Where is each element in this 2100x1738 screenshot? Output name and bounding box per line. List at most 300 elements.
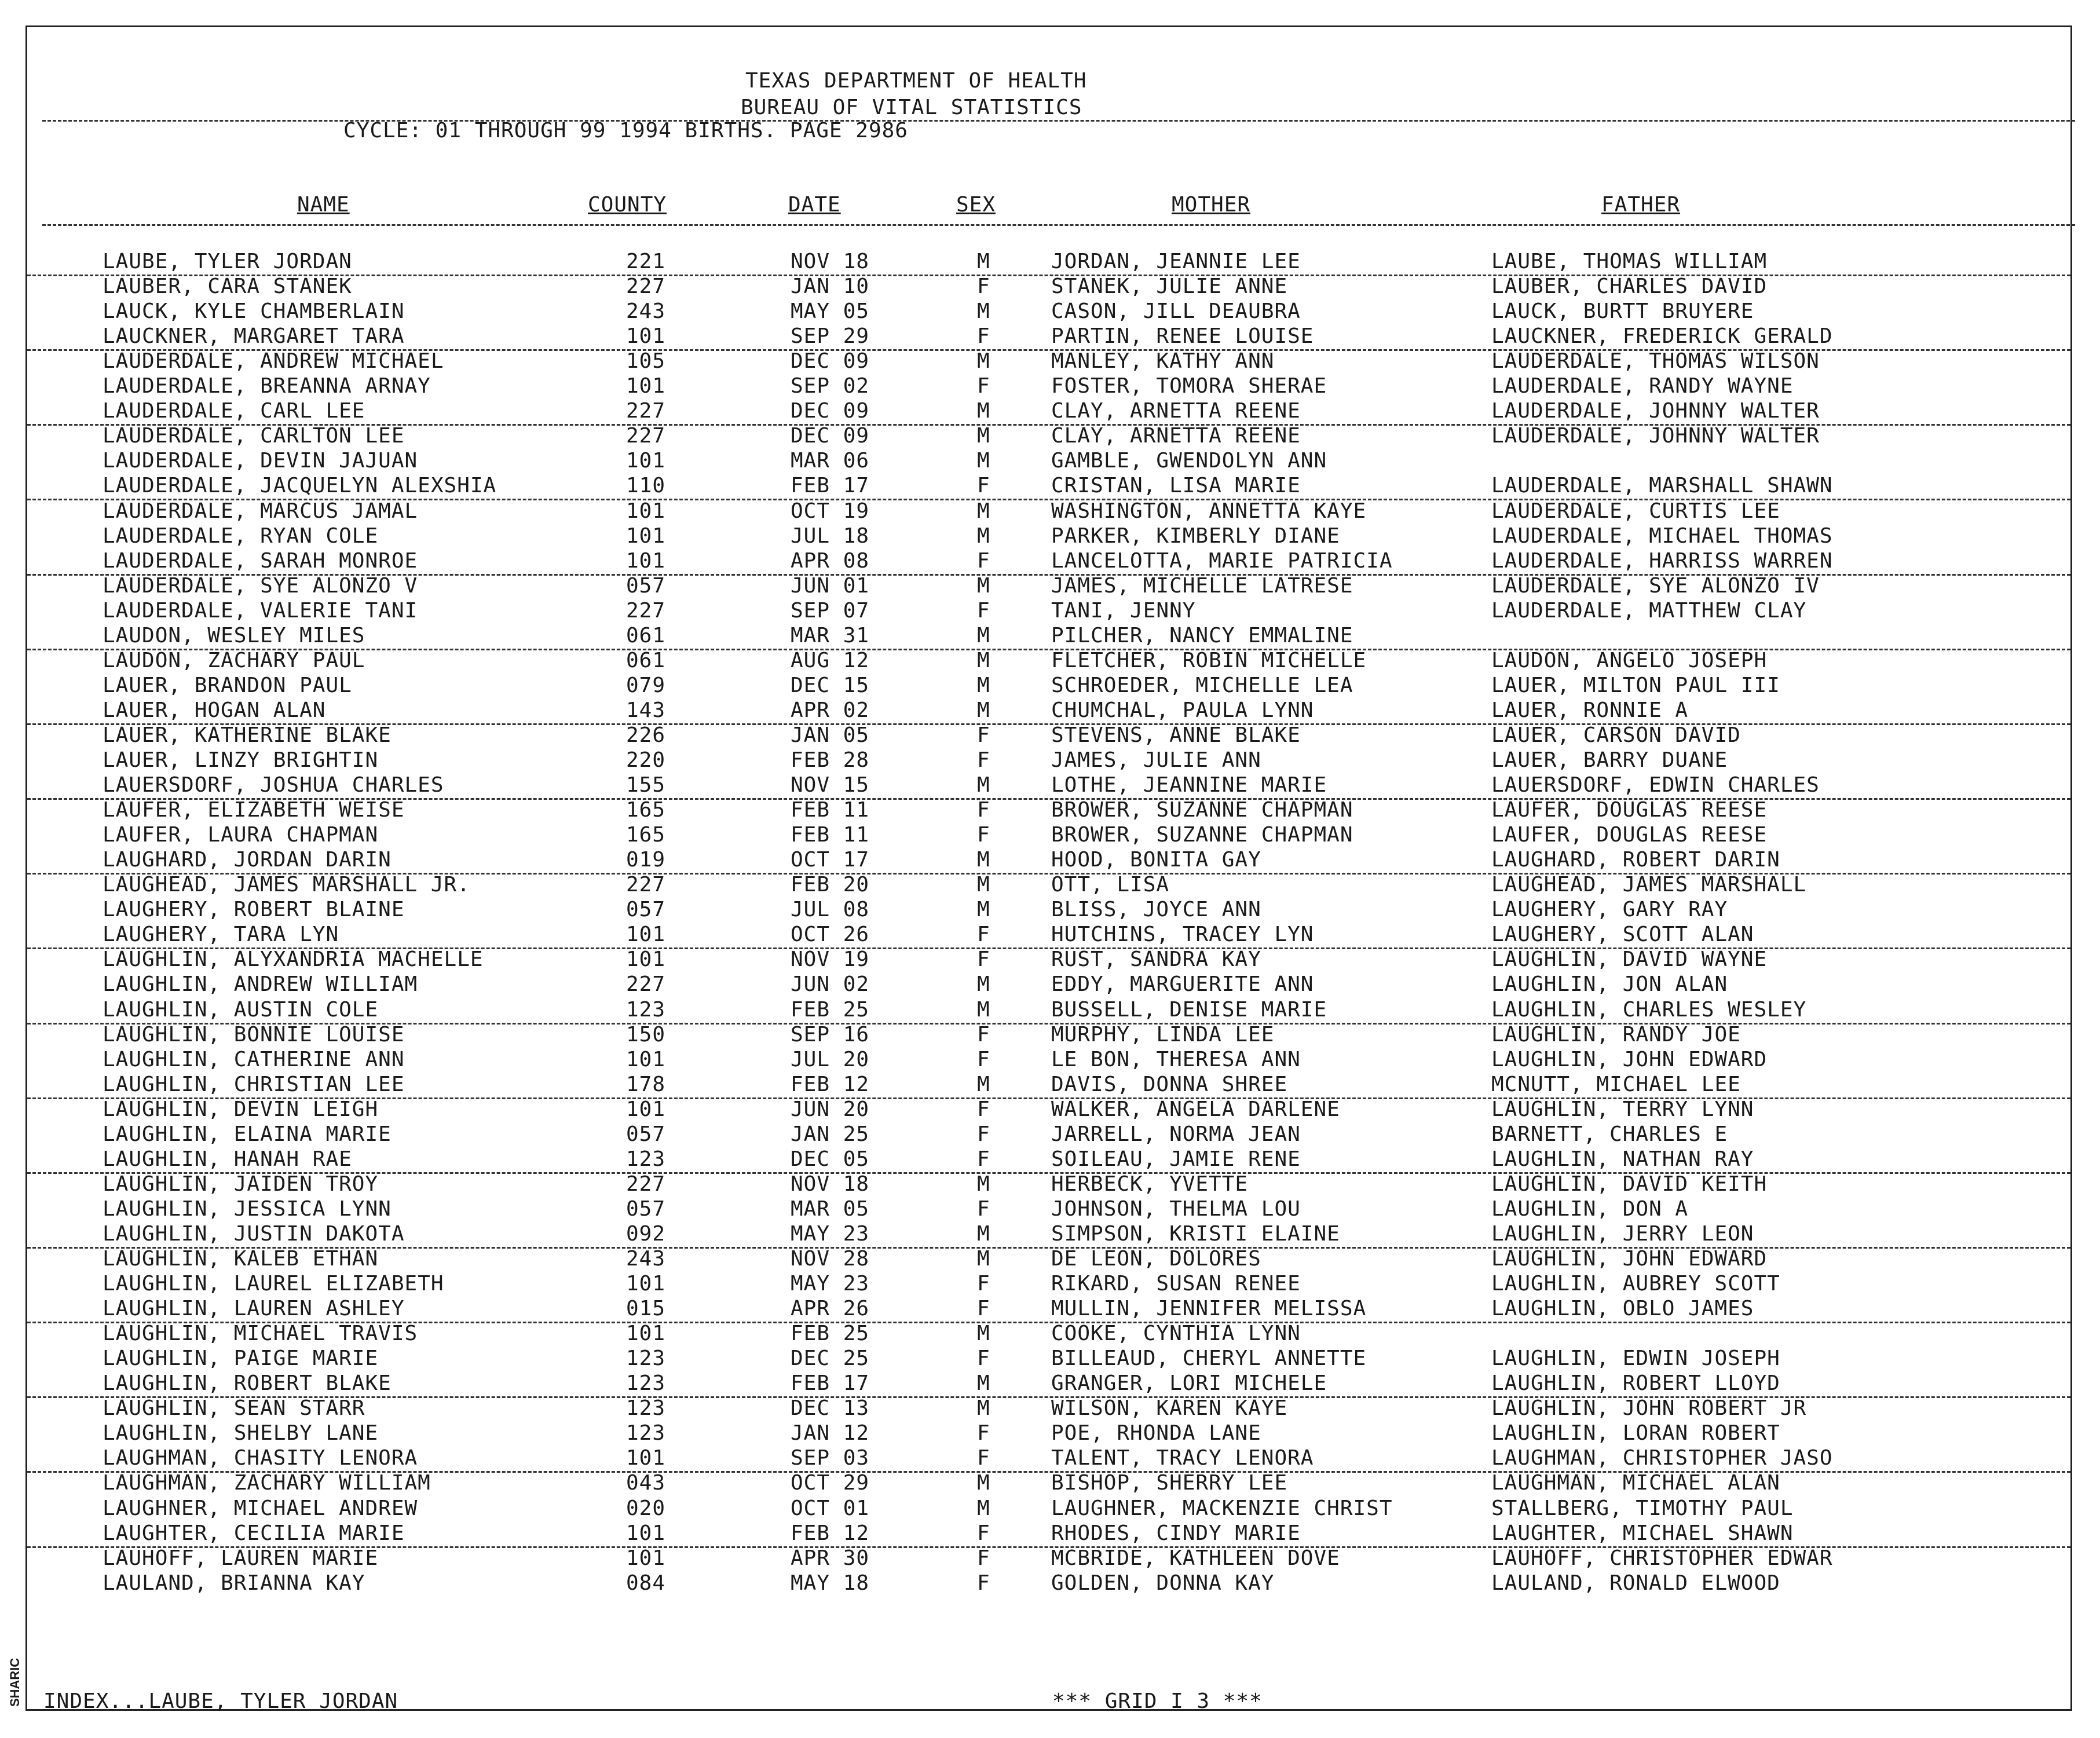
record-row — [27, 549, 2070, 576]
record-sex: F — [977, 1147, 990, 1171]
record-row — [27, 424, 2070, 449]
record-row — [27, 1421, 2070, 1446]
col-header-name: NAME — [297, 193, 350, 217]
record-father: LAUDON, ANGELO JOSEPH — [1491, 648, 1768, 672]
record-father: LAUGHLIN, DON A — [1491, 1197, 1689, 1221]
record-county: 123 — [626, 1371, 666, 1396]
record-row — [27, 1546, 2070, 1571]
record-date: APR 08 — [791, 548, 870, 573]
record-county: 019 — [626, 848, 666, 872]
footer-index: INDEX...LAUBE, TYLER JORDAN — [43, 1689, 398, 1713]
record-name: LAUER, HOGAN ALAN — [103, 698, 326, 722]
record-county: 110 — [626, 474, 666, 498]
record-row — [27, 1247, 2070, 1272]
record-mother: RUST, SANDRA KAY — [1051, 947, 1261, 972]
record-date: MAR 05 — [791, 1197, 870, 1221]
record-mother: TALENT, TRACY LENORA — [1051, 1446, 1314, 1470]
record-name: LAUGHLIN, ROBERT BLAKE — [103, 1371, 392, 1396]
record-sex: F — [977, 324, 990, 349]
record-sex: F — [977, 1421, 990, 1446]
record-name: LAUER, BRANDON PAUL — [103, 673, 352, 697]
record-sex: M — [977, 773, 990, 797]
record-name: LAUBE, TYLER JORDAN — [103, 250, 352, 273]
record-name: LAUGHLIN, CHRISTIAN LEE — [103, 1072, 405, 1096]
record-mother: RHODES, CINDY MARIE — [1051, 1521, 1301, 1545]
record-date: DEC 15 — [791, 673, 870, 697]
record-date: DEC 13 — [791, 1396, 870, 1421]
record-name: LAUGHLIN, CATHERINE ANN — [103, 1047, 405, 1071]
record-name: LAUGHARD, JORDAN DARIN — [103, 848, 392, 872]
record-mother: MURPHY, LINDA LEE — [1051, 1022, 1275, 1047]
record-county: 061 — [626, 648, 666, 672]
record-sex: M — [977, 848, 990, 872]
record-name: LAUDON, WESLEY MILES — [103, 623, 365, 647]
record-mother: BUSSELL, DENISE MARIE — [1051, 997, 1327, 1022]
record-mother: SCHROEDER, MICHELLE LEA — [1051, 673, 1353, 697]
record-sex: F — [977, 723, 990, 747]
record-date: SEP 03 — [791, 1446, 870, 1470]
footer-grid: *** GRID I 3 *** — [1052, 1689, 1263, 1713]
record-county: 015 — [626, 1297, 666, 1321]
record-date: MAY 05 — [791, 299, 870, 324]
record-name: LAUDERDALE, CARL LEE — [103, 399, 365, 423]
record-sex: M — [977, 573, 990, 598]
record-mother: EDDY, MARGUERITE ANN — [1051, 972, 1314, 997]
record-row — [27, 947, 2070, 972]
record-mother: HUTCHINS, TRACEY LYN — [1051, 923, 1314, 947]
record-name: LAUDERDALE, VALERIE TANI — [103, 598, 418, 623]
record-father: LAUGHERY, SCOTT ALAN — [1491, 923, 1754, 947]
record-sex: M — [977, 449, 990, 473]
record-row — [27, 1122, 2070, 1147]
record-father: BARNETT, CHARLES E — [1491, 1122, 1728, 1146]
record-mother: BLISS, JOYCE ANN — [1051, 898, 1261, 922]
record-date: FEB 11 — [791, 823, 870, 847]
record-mother: HERBECK, YVETTE — [1051, 1172, 1249, 1196]
record-father: LAUDERDALE, JOHNNY WALTER — [1491, 424, 1820, 448]
record-name: LAUGHLIN, HANAH RAE — [103, 1147, 352, 1171]
divider-header — [42, 224, 2075, 226]
record-row — [27, 1371, 2070, 1398]
record-county: 123 — [626, 997, 666, 1022]
record-mother: WALKER, ANGELA DARLENE — [1051, 1097, 1340, 1121]
record-mother: RIKARD, SUSAN RENEE — [1051, 1272, 1301, 1296]
record-father: LAUGHLIN, JOHN EDWARD — [1491, 1247, 1768, 1271]
document-frame — [25, 25, 2072, 1711]
record-county: 227 — [626, 1172, 666, 1196]
record-father: LAUGHLIN, EDWIN JOSEPH — [1491, 1347, 1780, 1371]
record-date: DEC 05 — [791, 1147, 870, 1171]
record-sex: F — [977, 823, 990, 847]
record-date: FEB 28 — [791, 748, 870, 772]
record-row — [27, 873, 2070, 898]
record-row — [27, 299, 2070, 324]
record-county: 123 — [626, 1421, 666, 1446]
record-row — [27, 1496, 2070, 1521]
record-mother: LOTHE, JEANNINE MARIE — [1051, 773, 1327, 797]
record-date: FEB 12 — [791, 1521, 870, 1545]
record-sex: F — [977, 1521, 990, 1545]
record-date: FEB 17 — [791, 1371, 870, 1396]
record-date: SEP 29 — [791, 324, 870, 349]
record-county: 165 — [626, 823, 666, 847]
record-name: LAUDERDALE, SARAH MONROE — [103, 548, 418, 573]
record-name: LAUGHLIN, KALEB ETHAN — [103, 1247, 379, 1271]
record-date: JUN 02 — [791, 972, 870, 997]
record-mother: LANCELOTTA, MARIE PATRICIA — [1051, 548, 1393, 573]
record-date: NOV 18 — [791, 1172, 870, 1196]
record-name: LAUDERDALE, CARLTON LEE — [103, 424, 405, 448]
record-name: LAUDERDALE, JACQUELYN ALEXSHIA — [103, 474, 497, 498]
record-name: LAULAND, BRIANNA KAY — [103, 1571, 365, 1595]
record-date: FEB 25 — [791, 1322, 870, 1346]
record-sex: M — [977, 997, 990, 1022]
record-father: LAUGHLIN, JOHN ROBERT JR — [1491, 1396, 1807, 1421]
record-sex: M — [977, 648, 990, 672]
record-date: OCT 17 — [791, 848, 870, 872]
record-name: LAUGHLIN, SHELBY LANE — [103, 1421, 379, 1446]
record-date: APR 30 — [791, 1546, 870, 1570]
record-father: LAUGHLIN, LORAN ROBERT — [1491, 1421, 1780, 1446]
record-mother: STEVENS, ANNE BLAKE — [1051, 723, 1301, 747]
record-mother: JARRELL, NORMA JEAN — [1051, 1122, 1301, 1146]
record-mother: JAMES, JULIE ANN — [1051, 748, 1261, 772]
record-father: LAUGHMAN, CHRISTOPHER JASO — [1491, 1446, 1833, 1470]
record-father: LAUDERDALE, MICHAEL THOMAS — [1491, 524, 1833, 548]
record-name: LAUGHNER, MICHAEL ANDREW — [103, 1496, 418, 1520]
record-father: LAUGHLIN, CHARLES WESLEY — [1491, 997, 1807, 1022]
record-row — [27, 1521, 2070, 1548]
record-date: OCT 01 — [791, 1496, 870, 1520]
record-date: MAY 23 — [791, 1272, 870, 1296]
record-date: SEP 07 — [791, 598, 870, 623]
record-date: NOV 15 — [791, 773, 870, 797]
record-mother: BISHOP, SHERRY LEE — [1051, 1471, 1288, 1495]
record-name: LAUDERDALE, SYE ALONZO V — [103, 573, 418, 598]
record-row — [27, 674, 2070, 698]
record-mother: DAVIS, DONNA SHREE — [1051, 1072, 1288, 1096]
col-header-date: DATE — [788, 193, 841, 217]
record-mother: JAMES, MICHELLE LATRESE — [1051, 573, 1353, 598]
record-row — [27, 524, 2070, 549]
record-sex: M — [977, 1221, 990, 1246]
record-sex: F — [977, 275, 990, 299]
record-name: LAUER, LINZY BRIGHTIN — [103, 748, 379, 772]
record-sex: M — [977, 424, 990, 448]
record-date: OCT 19 — [791, 499, 870, 523]
record-row — [27, 1571, 2070, 1596]
record-name: LAUGHLIN, ANDREW WILLIAM — [103, 972, 418, 997]
record-mother: CLAY, ARNETTA REENE — [1051, 399, 1301, 423]
record-row — [27, 649, 2070, 674]
record-father: LAUDERDALE, JOHNNY WALTER — [1491, 399, 1820, 423]
record-row — [27, 848, 2070, 875]
record-father: LAUFER, DOUGLAS REESE — [1491, 823, 1768, 847]
record-father: LAUGHMAN, MICHAEL ALAN — [1491, 1471, 1780, 1495]
record-date: JUL 08 — [791, 898, 870, 922]
record-sex: F — [977, 1272, 990, 1296]
record-mother: COOKE, CYNTHIA LYNN — [1051, 1322, 1301, 1346]
record-row — [27, 923, 2070, 949]
record-father: LAUBER, CHARLES DAVID — [1491, 275, 1768, 299]
record-sex: F — [977, 1347, 990, 1371]
record-father: LAUER, RONNIE A — [1491, 698, 1689, 722]
record-row — [27, 1147, 2070, 1174]
record-date: MAY 18 — [791, 1571, 870, 1595]
record-father: LAUGHARD, ROBERT DARIN — [1491, 848, 1780, 872]
record-date: OCT 26 — [791, 923, 870, 947]
record-name: LAUGHLIN, ALYXANDRIA MACHELLE — [103, 947, 484, 972]
record-county: 057 — [626, 1122, 666, 1146]
record-sex: M — [977, 349, 990, 374]
record-name: LAUGHLIN, JESSICA LYNN — [103, 1197, 392, 1221]
record-county: 101 — [626, 1546, 666, 1570]
record-county: 101 — [626, 1322, 666, 1346]
record-county: 101 — [626, 947, 666, 972]
record-date: MAY 23 — [791, 1221, 870, 1246]
record-row — [27, 998, 2070, 1024]
record-county: 101 — [626, 548, 666, 573]
record-name: LAUGHERY, ROBERT BLAINE — [103, 898, 405, 922]
record-name: LAUCK, KYLE CHAMBERLAIN — [103, 299, 405, 324]
record-county: 101 — [626, 1272, 666, 1296]
record-county: 101 — [626, 449, 666, 473]
record-row — [27, 1222, 2070, 1249]
record-father: LAUGHLIN, DAVID KEITH — [1491, 1172, 1768, 1196]
record-county: 101 — [626, 1047, 666, 1071]
record-sex: M — [977, 399, 990, 423]
side-mark: SHARIC — [8, 1657, 22, 1707]
record-father: MCNUTT, MICHAEL LEE — [1491, 1072, 1741, 1096]
record-county: 227 — [626, 972, 666, 997]
record-sex: M — [977, 499, 990, 523]
record-date: APR 02 — [791, 698, 870, 722]
record-name: LAUGHLIN, PAIGE MARIE — [103, 1347, 379, 1371]
record-mother: CRISTAN, LISA MARIE — [1051, 474, 1301, 498]
record-date: DEC 09 — [791, 399, 870, 423]
record-row — [27, 499, 2070, 524]
record-father: LAUFER, DOUGLAS REESE — [1491, 798, 1768, 822]
record-mother: CASON, JILL DEAUBRA — [1051, 299, 1301, 324]
record-county: 084 — [626, 1571, 666, 1595]
record-county: 123 — [626, 1347, 666, 1371]
record-mother: DE LEON, DOLORES — [1051, 1247, 1261, 1271]
record-mother: MULLIN, JENNIFER MELISSA — [1051, 1297, 1367, 1321]
record-county: 043 — [626, 1471, 666, 1495]
record-name: LAUGHTER, CECILIA MARIE — [103, 1521, 405, 1545]
record-row — [27, 399, 2070, 426]
record-county: 092 — [626, 1221, 666, 1246]
record-father: LAUGHLIN, JOHN EDWARD — [1491, 1047, 1768, 1071]
record-row — [27, 1471, 2070, 1496]
record-father: LAUDERDALE, MATTHEW CLAY — [1491, 598, 1807, 623]
record-row — [27, 723, 2070, 748]
record-father: LAUERSDORF, EDWIN CHARLES — [1491, 773, 1820, 797]
record-mother: HOOD, BONITA GAY — [1051, 848, 1261, 872]
record-sex: F — [977, 598, 990, 623]
record-sex: M — [977, 1471, 990, 1495]
record-father: LAUGHEAD, JAMES MARSHALL — [1491, 873, 1807, 897]
record-father: LAUDERDALE, HARRISS WARREN — [1491, 548, 1833, 573]
record-county: 178 — [626, 1072, 666, 1096]
record-father: LAUCKNER, FREDERICK GERALD — [1491, 324, 1833, 349]
record-mother: GRANGER, LORI MICHELE — [1051, 1371, 1327, 1396]
record-father: LAUGHLIN, AUBREY SCOTT — [1491, 1272, 1780, 1296]
record-county: 220 — [626, 748, 666, 772]
record-sex: M — [977, 1172, 990, 1196]
record-sex: M — [977, 1496, 990, 1520]
record-father: STALLBERG, TIMOTHY PAUL — [1491, 1496, 1794, 1520]
record-county: 101 — [626, 1446, 666, 1470]
record-father: LAUDERDALE, SYE ALONZO IV — [1491, 573, 1820, 598]
record-father: LAUDERDALE, THOMAS WILSON — [1491, 349, 1820, 374]
record-name: LAUDERDALE, MARCUS JAMAL — [103, 499, 418, 523]
record-name: LAUDERDALE, RYAN COLE — [103, 524, 379, 548]
record-father: LAUER, CARSON DAVID — [1491, 723, 1741, 747]
record-date: JUN 01 — [791, 573, 870, 598]
record-name: LAUER, KATHERINE BLAKE — [103, 723, 392, 747]
record-father: LAUDERDALE, MARSHALL SHAWN — [1491, 474, 1833, 498]
record-row — [27, 449, 2070, 474]
record-row — [27, 1073, 2070, 1099]
record-father: LAUGHLIN, ROBERT LLOYD — [1491, 1371, 1780, 1396]
record-name: LAUBER, CARA STANEK — [103, 275, 352, 299]
record-date: MAR 06 — [791, 449, 870, 473]
record-mother: BILLEAUD, CHERYL ANNETTE — [1051, 1347, 1367, 1371]
record-father: LAUHOFF, CHRISTOPHER EDWAR — [1491, 1546, 1833, 1570]
record-row — [27, 898, 2070, 923]
record-name: LAUDERDALE, BREANNA ARNAY — [103, 374, 431, 398]
record-father: LAUER, MILTON PAUL III — [1491, 673, 1780, 697]
record-county: 226 — [626, 723, 666, 747]
record-mother: TANI, JENNY — [1051, 598, 1196, 623]
record-mother: FLETCHER, ROBIN MICHELLE — [1051, 648, 1367, 672]
record-county: 243 — [626, 299, 666, 324]
record-row — [27, 349, 2070, 374]
record-row — [27, 474, 2070, 500]
record-county: 227 — [626, 598, 666, 623]
record-county: 123 — [626, 1147, 666, 1171]
record-father: LAUCK, BURTT BRUYERE — [1491, 299, 1754, 324]
record-father: LAUGHLIN, DAVID WAYNE — [1491, 947, 1768, 972]
record-date: JAN 25 — [791, 1122, 870, 1146]
record-sex: M — [977, 873, 990, 897]
record-father: LAUGHLIN, JON ALAN — [1491, 972, 1728, 997]
record-name: LAUDON, ZACHARY PAUL — [103, 648, 365, 672]
record-sex: F — [977, 1097, 990, 1121]
record-row — [27, 823, 2070, 848]
record-county: 227 — [626, 399, 666, 423]
record-row — [27, 1446, 2070, 1473]
record-name: LAUGHLIN, AUSTIN COLE — [103, 997, 379, 1022]
record-sex: M — [977, 1072, 990, 1096]
record-date: NOV 28 — [791, 1247, 870, 1271]
record-sex: F — [977, 548, 990, 573]
record-mother: MANLEY, KATHY ANN — [1051, 349, 1275, 374]
col-header-mother: MOTHER — [1172, 193, 1251, 217]
record-mother: CHUMCHAL, PAULA LYNN — [1051, 698, 1314, 722]
record-county: 101 — [626, 324, 666, 349]
record-sex: F — [977, 1122, 990, 1146]
record-row — [27, 599, 2070, 624]
record-row — [27, 698, 2070, 725]
record-father: LAUBE, THOMAS WILLIAM — [1491, 250, 1768, 273]
record-name: LAUGHLIN, SEAN STARR — [103, 1396, 365, 1421]
record-date: DEC 09 — [791, 349, 870, 374]
record-date: SEP 16 — [791, 1022, 870, 1047]
record-father: LAUDERDALE, CURTIS LEE — [1491, 499, 1780, 523]
record-date: JAN 12 — [791, 1421, 870, 1446]
record-row — [27, 374, 2070, 399]
record-date: FEB 20 — [791, 873, 870, 897]
record-mother: MCBRIDE, KATHLEEN DOVE — [1051, 1546, 1340, 1570]
col-header-sex: SEX — [956, 193, 996, 217]
record-date: FEB 25 — [791, 997, 870, 1022]
record-row — [27, 1322, 2070, 1347]
record-date: OCT 29 — [791, 1471, 870, 1495]
record-mother: POE, RHONDA LANE — [1051, 1421, 1261, 1446]
record-mother: LAUGHNER, MACKENZIE CHRIST — [1051, 1496, 1393, 1520]
record-name: LAUGHEAD, JAMES MARSHALL JR. — [103, 873, 470, 897]
record-sex: M — [977, 1396, 990, 1421]
record-county: 143 — [626, 698, 666, 722]
record-date: SEP 02 — [791, 374, 870, 398]
record-mother: LE BON, THERESA ANN — [1051, 1047, 1301, 1071]
record-county: 227 — [626, 424, 666, 448]
record-mother: FOSTER, TOMORA SHERAE — [1051, 374, 1327, 398]
record-name: LAUFER, LAURA CHAPMAN — [103, 823, 379, 847]
col-header-father: FATHER — [1601, 193, 1681, 217]
record-name: LAUFER, ELIZABETH WEISE — [103, 798, 405, 822]
record-sex: F — [977, 1297, 990, 1321]
record-father: LAUGHLIN, NATHAN RAY — [1491, 1147, 1754, 1171]
record-row — [27, 324, 2070, 351]
record-county: 057 — [626, 573, 666, 598]
record-row — [27, 1048, 2070, 1073]
record-date: FEB 12 — [791, 1072, 870, 1096]
record-sex: F — [977, 1571, 990, 1595]
record-name: LAUGHLIN, BONNIE LOUISE — [103, 1022, 405, 1047]
record-row — [27, 1197, 2070, 1222]
record-name: LAUCKNER, MARGARET TARA — [103, 324, 405, 349]
header-line1: TEXAS DEPARTMENT OF HEALTH — [745, 69, 1087, 93]
record-county: 150 — [626, 1022, 666, 1047]
record-date: APR 26 — [791, 1297, 870, 1321]
record-sex: F — [977, 1546, 990, 1570]
record-row — [27, 1023, 2070, 1048]
record-county: 101 — [626, 374, 666, 398]
record-county: 101 — [626, 499, 666, 523]
record-mother: JORDAN, JEANNIE LEE — [1051, 250, 1301, 273]
record-row — [27, 275, 2070, 299]
record-row — [27, 798, 2070, 823]
record-row — [27, 1297, 2070, 1323]
record-name: LAUGHMAN, ZACHARY WILLIAM — [103, 1471, 431, 1495]
record-mother: PILCHER, NANCY EMMALINE — [1051, 623, 1353, 647]
record-mother: WASHINGTON, ANNETTA KAYE — [1051, 499, 1367, 523]
record-county: 227 — [626, 873, 666, 897]
record-sex: F — [977, 748, 990, 772]
record-date: FEB 17 — [791, 474, 870, 498]
record-row — [27, 773, 2070, 800]
record-father: LAUDERDALE, RANDY WAYNE — [1491, 374, 1794, 398]
record-date: FEB 11 — [791, 798, 870, 822]
record-name: LAUGHLIN, LAUREN ASHLEY — [103, 1297, 405, 1321]
record-name: LAUGHLIN, MICHAEL TRAVIS — [103, 1322, 418, 1346]
record-date: NOV 19 — [791, 947, 870, 972]
record-father: LAULAND, RONALD ELWOOD — [1491, 1571, 1780, 1595]
record-father: LAUGHLIN, JERRY LEON — [1491, 1221, 1754, 1246]
